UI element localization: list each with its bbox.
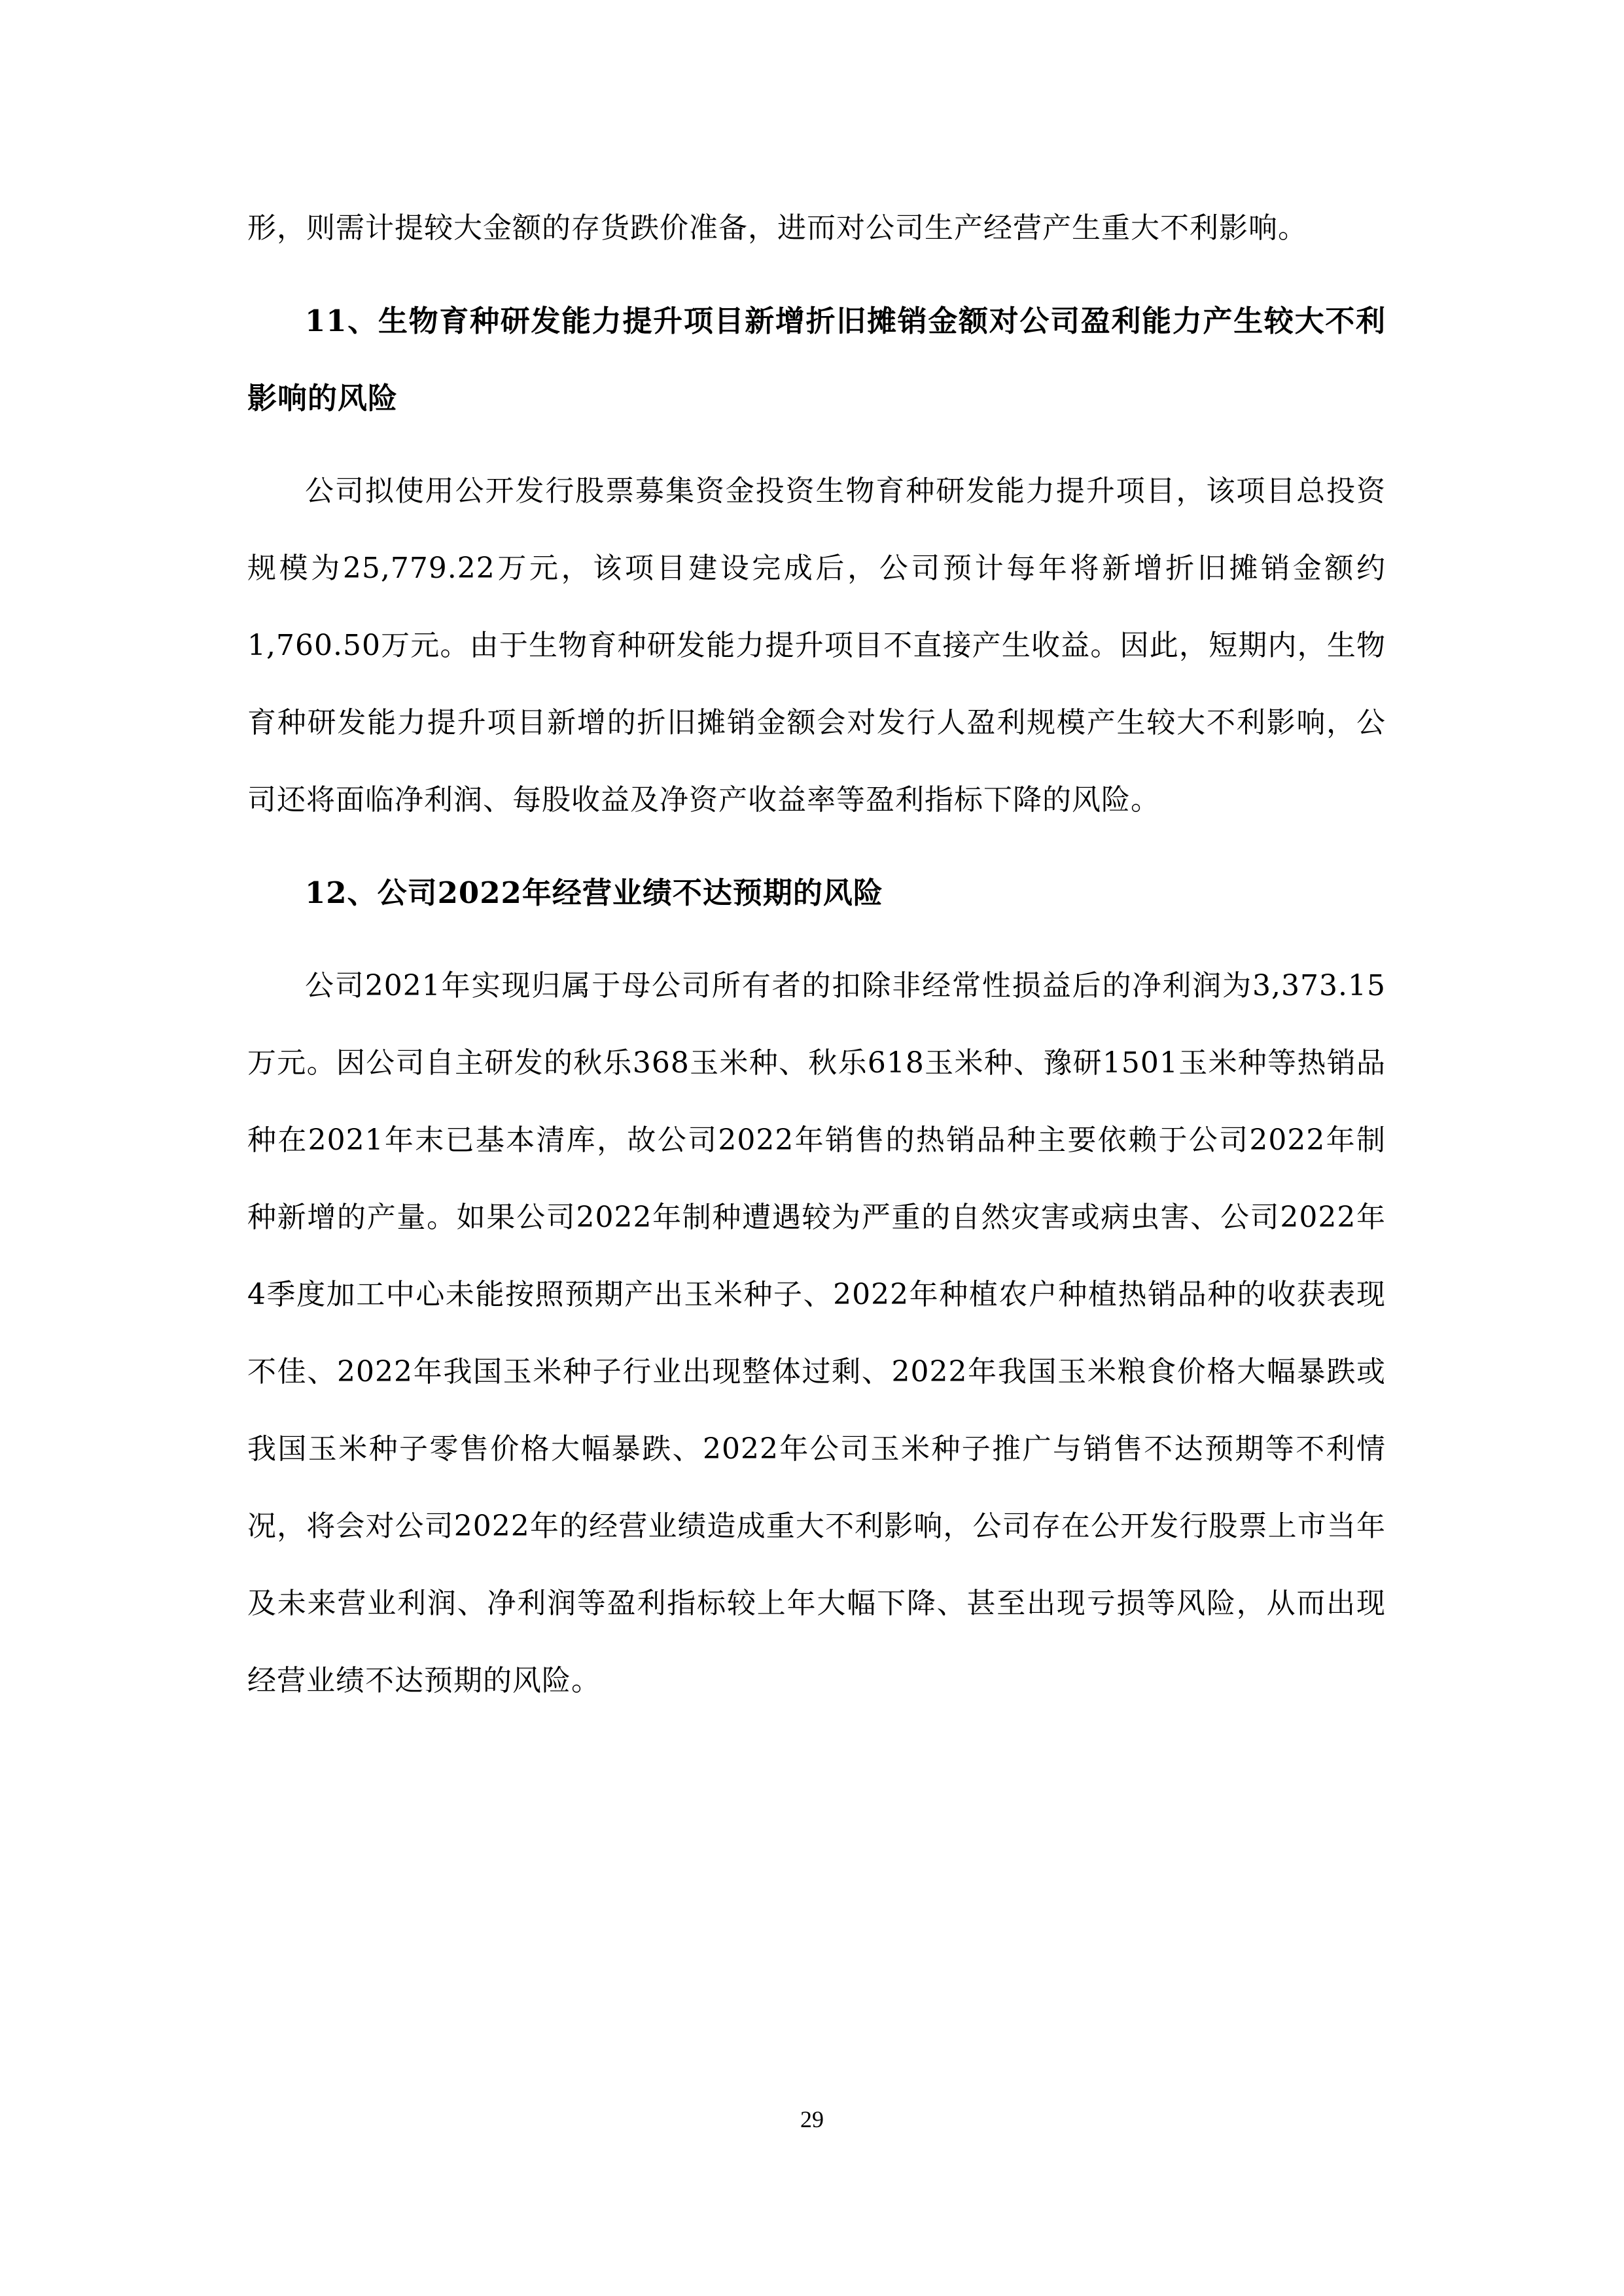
section-11-body: 公司拟使用公开发行股票募集资金投资生物育种研发能力提升项目，该项目总投资规模为25,779.22万元，该项目建设完成后，公司预计每年将新增折旧摊销金额约1,760.50万元。由于生物育种研发能力提升项目不直接产生收益。因此，短期内，生物育种研发能力提升项目新增的折旧摊销金额会对发行人盈利规模产生较大不利影响，公司还将面临净利润、每股收益及净资产收益率等盈利指标下降的风险。: [247, 474, 1386, 817]
document-body: [247, 190, 1386, 1720]
page-number: 29: [800, 2106, 824, 2132]
section-11-heading: 11、生物育种研发能力提升项目新增折旧摊销金额对公司盈利能力产生较大不利影响的风险: [247, 304, 1386, 415]
section-12-heading: 12、公司2022年经营业绩不达预期的风险: [305, 875, 883, 910]
spacer: [247, 267, 1386, 283]
continuation-paragraph: 形，则需计提较大金额的存货跌价准备，进而对公司生产经营产生重大不利影响。: [247, 211, 1307, 245]
spacer: [247, 839, 1386, 855]
section-12-body: 公司2021年实现归属于母公司所有者的扣除非经常性损益后的净利润为3,373.15万元。因公司自主研发的秋乐368玉米种、秋乐618玉米种、豫研1501玉米种等热销品种在2021年末已基本清库，故公司2022年销售的热销品种主要依赖于公司2022年制种新增的产量。如果公司2022年制种遭遇较为严重的自然灾害或病虫害、公司2022年4季度加工中心未能按照预期产出玉米种子、2022年种植农户种植热销品种的收获表现不佳、2022年我国玉米种子行业出现整体过剩、2022年我国玉米粮食价格大幅暴跌或我国玉米种子零售价格大幅暴跌、2022年公司玉米种子推广与销售不达预期等不利情况，将会对公司2022年的经营业绩造成重大不利影响，公司存在公开发行股票上市当年及未来营业利润、净利润等盈利指标较上年大幅下降、甚至出现亏损等风险，从而出现经营业绩不达预期的风险。: [247, 969, 1386, 1697]
spacer: [247, 437, 1386, 453]
spacer: [247, 932, 1386, 947]
